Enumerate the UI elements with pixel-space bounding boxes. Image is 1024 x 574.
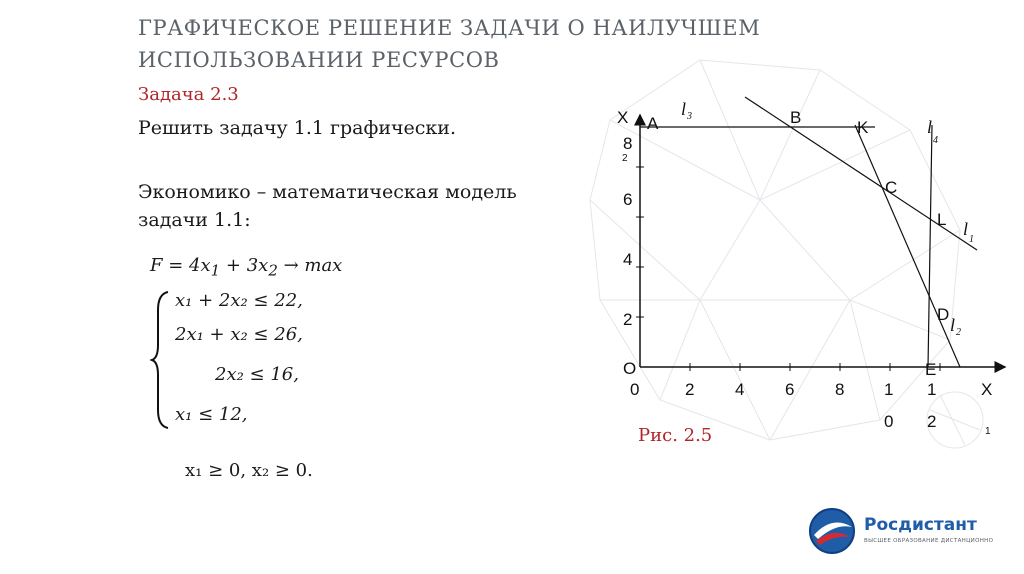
x-axis-label: X	[981, 380, 993, 399]
y-tick-2: 2	[623, 310, 633, 329]
x-tick-12-top: 1	[927, 380, 937, 399]
y-axis-sub: 2	[622, 153, 628, 164]
nonnegativity-conditions: x₁ ≥ 0, x₂ ≥ 0.	[185, 460, 313, 481]
task-number: Задача 2.3	[138, 84, 239, 105]
line-l1-label: l	[963, 219, 969, 239]
left-brace-icon	[150, 290, 172, 430]
x-tick-10-top: 1	[884, 380, 894, 399]
y-tick-6: 6	[623, 190, 633, 209]
constraint-4: x₁ ≤ 12,	[175, 404, 248, 425]
y-axis-label: X	[617, 108, 629, 127]
x-tick-0: 0	[630, 380, 640, 399]
x-axis-sub: 1	[985, 426, 991, 437]
slide-title: ГРАФИЧЕСКОЕ РЕШЕНИЕ ЗАДАЧИ О НАИЛУЧШЕМ ИСПОЛЬЗОВАНИИ РЕСУРСОВ	[138, 16, 761, 72]
origin-label: O	[623, 359, 637, 378]
x-tick-10-bottom: 0	[884, 412, 894, 431]
line-l2-label: l	[950, 315, 956, 335]
y-tick-4: 4	[623, 250, 633, 269]
x-tick-6: 6	[785, 380, 795, 399]
x-tick-8: 8	[835, 380, 845, 399]
point-a-label: A	[647, 114, 659, 133]
constraint-system	[150, 290, 470, 440]
point-e-label: E	[925, 360, 937, 379]
line-l3-label: l	[681, 99, 687, 119]
objective-sub2: 2	[268, 261, 278, 280]
x-tick-2: 2	[685, 380, 695, 399]
rosdistant-logo	[806, 505, 1006, 560]
line-l4-sub: 4	[933, 135, 938, 146]
line-l4-label: l	[927, 117, 933, 137]
line-l2	[855, 125, 960, 367]
objective-mid: + 3x	[220, 255, 269, 276]
constraint-3: 2x₂ ≤ 16,	[215, 364, 299, 385]
point-l-label: L	[937, 210, 947, 229]
objective-sub1: 1	[210, 261, 221, 280]
objective-suffix: → max	[277, 255, 343, 276]
point-c-label: C	[885, 178, 898, 197]
feasible-region-diagram	[595, 85, 1015, 455]
line-l1-sub: 1	[969, 234, 974, 245]
logo-tagline: ВЫСШЕЕ ОБРАЗОВАНИЕ ДИСТАНЦИОННО	[864, 538, 994, 544]
model-heading: Экономико – математическая модель задачи 1.1:	[138, 181, 517, 231]
rosdistant-globe-icon	[806, 505, 858, 557]
line-l4	[928, 125, 932, 367]
point-k-label: K	[857, 118, 869, 137]
point-b-label: B	[790, 108, 802, 127]
x-tick-4: 4	[735, 380, 745, 399]
objective-function	[150, 255, 342, 280]
logo-name: Росдистант	[864, 515, 977, 535]
objective-prefix: F = 4x	[150, 255, 211, 276]
line-l3-sub: 3	[687, 111, 692, 122]
figure-caption: Рис. 2.5	[638, 425, 713, 446]
constraint-2: 2x₁ + x₂ ≤ 26,	[175, 324, 303, 345]
line-l2-sub: 2	[956, 327, 961, 338]
x-tick-12-bottom: 2	[927, 412, 937, 431]
constraint-1: x₁ + 2x₂ ≤ 22,	[175, 290, 303, 311]
point-d-label: D	[937, 305, 950, 324]
task-text: Решить задачу 1.1 графически.	[138, 117, 457, 139]
y-tick-8: 8	[623, 134, 633, 153]
